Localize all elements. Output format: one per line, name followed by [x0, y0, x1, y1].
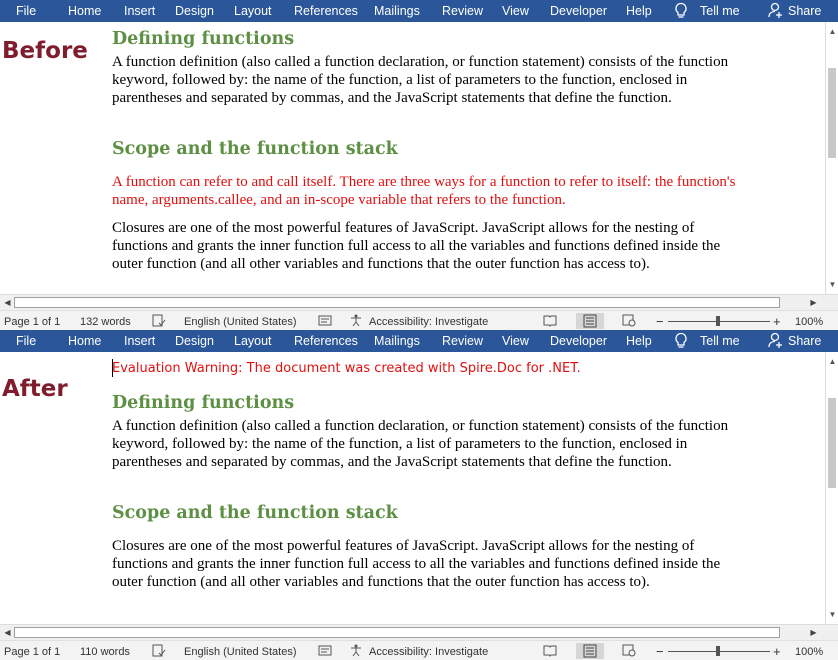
paragraph-closures: Closures are one of the most powerful features of JavaScript. JavaScript allows for the nesting of functions and grants the inner function full access to all the variables and functions defined inside the outer function (and all other variables and functions that the outer function has access to). [112, 220, 721, 272]
share-person-icon[interactable] [768, 2, 784, 19]
print-layout-icon[interactable] [576, 643, 604, 659]
read-mode-icon[interactable] [543, 314, 557, 327]
tab-review[interactable]: Review [442, 334, 483, 348]
document-area[interactable] [0, 352, 825, 624]
paragraph-function-definition: A function definition (also called a function declaration, or function statement) consists of the function keyword, followed by: the name of the function, a list of parameters to the function, enclosed in parentheses and separated by commas, and the JavaScript statements that define the function. [112, 418, 729, 470]
share-button[interactable]: Share [788, 334, 822, 348]
tab-help[interactable]: Help [626, 334, 652, 348]
paragraph-red-recursion: A function can refer to and call itself. There are three ways for a function to refer to itself: the function's name, arguments.callee, and an in-scope variable that refers to the function. [112, 174, 736, 208]
tab-mailings[interactable]: Mailings [374, 334, 420, 348]
proofing-icon[interactable] [152, 644, 166, 657]
before-label: Before [2, 38, 88, 64]
scroll-left-arrow[interactable]: ◀ [4, 298, 11, 307]
scroll-down-arrow[interactable]: ▼ [828, 280, 837, 289]
paragraph-function-definition: A function definition (also called a function declaration, or function statement) consists of the function keyword, followed by: the name of the function, a list of parameters to the function, enclosed in parentheses and separated by commas, and the JavaScript statements that define the function. [112, 54, 729, 106]
tab-developer[interactable]: Developer [550, 4, 607, 18]
zoom-level[interactable]: 100% [795, 646, 824, 658]
zoom-in-button[interactable]: + [773, 644, 781, 659]
tell-me-search[interactable]: Tell me [700, 4, 740, 18]
after-label: After [2, 376, 68, 402]
tab-mailings[interactable]: Mailings [374, 4, 420, 18]
tab-design[interactable]: Design [175, 334, 214, 348]
zoom-in-button[interactable]: + [773, 314, 781, 329]
tab-home[interactable]: Home [68, 334, 102, 348]
scroll-thumb[interactable] [828, 68, 836, 158]
tab-developer[interactable]: Developer [550, 334, 607, 348]
heading-scope-function-stack: Scope and the function stack [112, 503, 398, 523]
paragraph-closures: Closures are one of the most powerful features of JavaScript. JavaScript allows for the nesting of functions and grants the inner function full access to all the variables and functions defined inside the outer function (and all other variables and functions that the outer function has access to). [112, 538, 721, 590]
tab-file[interactable]: File [16, 334, 37, 348]
tab-review[interactable]: Review [442, 4, 483, 18]
horizontal-scrollbar[interactable] [0, 624, 838, 640]
tab-file[interactable]: File [16, 4, 37, 18]
vertical-scrollbar[interactable] [825, 22, 838, 294]
document-area[interactable] [0, 22, 825, 294]
tab-references[interactable]: References [294, 4, 358, 18]
accessibility-status[interactable]: Accessibility: Investigate [369, 316, 489, 328]
share-button[interactable]: Share [788, 4, 822, 18]
lightbulb-icon[interactable] [674, 332, 690, 349]
print-layout-icon[interactable] [576, 313, 604, 329]
tab-view[interactable]: View [502, 4, 529, 18]
horizontal-scrollbar[interactable] [0, 294, 838, 310]
tab-references[interactable]: References [294, 334, 358, 348]
proofing-icon[interactable] [152, 314, 166, 327]
language-indicator[interactable]: English (United States) [184, 316, 297, 328]
web-layout-icon[interactable] [622, 314, 636, 327]
status-bar [0, 640, 838, 660]
tab-insert[interactable]: Insert [124, 334, 156, 348]
tab-help[interactable]: Help [626, 4, 652, 18]
text-predictions-icon[interactable] [318, 314, 332, 327]
tab-view[interactable]: View [502, 334, 529, 348]
horizontal-scroll-thumb[interactable] [14, 297, 780, 308]
read-mode-icon[interactable] [543, 644, 557, 657]
zoom-out-button[interactable]: − [656, 314, 664, 329]
ribbon-tabs [0, 330, 838, 352]
heading-scope-function-stack: Scope and the function stack [112, 139, 398, 159]
web-layout-icon[interactable] [622, 644, 636, 657]
word-count[interactable]: 110 words [80, 646, 130, 658]
language-indicator[interactable]: English (United States) [184, 646, 297, 658]
vertical-scrollbar[interactable] [825, 352, 838, 624]
scroll-up-arrow[interactable]: ▲ [828, 27, 837, 36]
accessibility-icon[interactable] [350, 644, 364, 657]
accessibility-status[interactable]: Accessibility: Investigate [369, 646, 489, 658]
text-predictions-icon[interactable] [318, 644, 332, 657]
tab-home[interactable]: Home [68, 4, 102, 18]
evaluation-warning: Evaluation Warning: The document was created with Spire.Doc for .NET. [112, 361, 581, 376]
page-count[interactable]: Page 1 of 1 [4, 646, 61, 658]
scroll-left-arrow[interactable]: ◀ [4, 628, 11, 637]
scroll-up-arrow[interactable]: ▲ [828, 357, 837, 366]
status-bar [0, 310, 838, 330]
zoom-out-button[interactable]: − [656, 644, 664, 659]
tab-design[interactable]: Design [175, 4, 214, 18]
tab-insert[interactable]: Insert [124, 4, 156, 18]
zoom-level[interactable]: 100% [795, 316, 824, 328]
tell-me-search[interactable]: Tell me [700, 334, 740, 348]
zoom-slider-thumb[interactable] [716, 316, 720, 326]
accessibility-icon[interactable] [350, 314, 364, 327]
tab-layout[interactable]: Layout [234, 4, 272, 18]
ribbon-tabs [0, 0, 838, 22]
heading-defining-functions: Defining functions [112, 393, 295, 413]
zoom-slider-thumb[interactable] [716, 646, 720, 656]
heading-defining-functions: Defining functions [112, 29, 295, 49]
share-person-icon[interactable] [768, 332, 784, 349]
lightbulb-icon[interactable] [674, 2, 690, 19]
word-count[interactable]: 132 words [80, 316, 131, 328]
scroll-right-arrow[interactable]: ▶ [810, 298, 817, 307]
page-count[interactable]: Page 1 of 1 [4, 316, 61, 328]
scroll-right-arrow[interactable]: ▶ [810, 628, 817, 637]
scroll-thumb[interactable] [828, 398, 836, 488]
scroll-down-arrow[interactable]: ▼ [828, 610, 837, 619]
after-panel [0, 330, 838, 660]
horizontal-scroll-thumb[interactable] [14, 627, 780, 638]
tab-layout[interactable]: Layout [234, 334, 272, 348]
